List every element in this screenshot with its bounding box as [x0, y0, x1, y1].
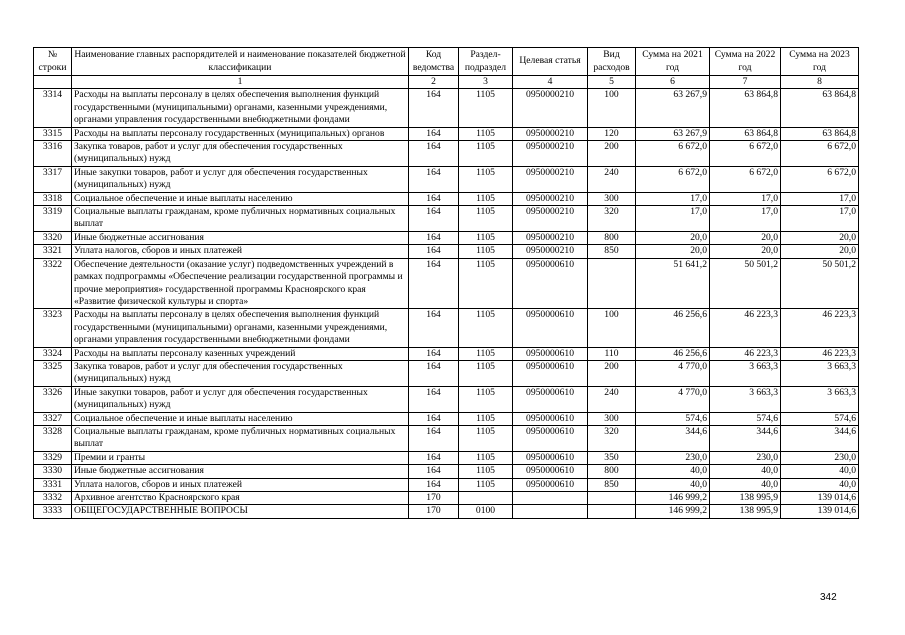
row-sum-2023: 139 014,6	[781, 492, 859, 505]
row-number: 3323	[34, 309, 72, 347]
row-sum-2022: 17,0	[710, 206, 781, 232]
row-target-code: 0950000610	[513, 258, 588, 309]
row-dept-code: 164	[409, 412, 459, 425]
row-name: Архивное агентство Красноярского края	[72, 492, 409, 505]
row-number: 3320	[34, 231, 72, 244]
row-target-code: 0950000610	[513, 347, 588, 360]
row-target-code: 0950000610	[513, 478, 588, 491]
row-section-code: 1105	[459, 231, 513, 244]
row-sum-2021: 344,6	[636, 425, 710, 451]
row-target-code: 0950000210	[513, 89, 588, 127]
row-dept-code: 164	[409, 465, 459, 478]
row-dept-code: 164	[409, 309, 459, 347]
row-section-code: 1105	[459, 360, 513, 386]
row-target-code: 0950000210	[513, 206, 588, 232]
col-header-row-no: № строки	[34, 48, 72, 76]
row-dept-code: 164	[409, 258, 459, 309]
row-sum-2021: 574,6	[636, 412, 710, 425]
row-sum-2023: 3 663,3	[781, 386, 859, 412]
row-expense-type: 300	[588, 192, 636, 205]
row-name: Иные бюджетные ассигнования	[72, 231, 409, 244]
row-number: 3331	[34, 478, 72, 491]
row-sum-2022: 40,0	[710, 465, 781, 478]
table-row	[34, 505, 859, 518]
table-row	[34, 245, 859, 258]
row-dept-code: 170	[409, 505, 459, 518]
row-sum-2023: 6 672,0	[781, 141, 859, 167]
row-expense-type: 240	[588, 386, 636, 412]
row-dept-code: 164	[409, 478, 459, 491]
row-sum-2022: 230,0	[710, 451, 781, 464]
row-sum-2021: 51 641,2	[636, 258, 710, 309]
row-dept-code: 164	[409, 166, 459, 192]
header-row	[34, 48, 859, 76]
row-section-code: 1105	[459, 166, 513, 192]
table-row	[34, 386, 859, 412]
row-name: Расходы на выплаты персоналу государственных (муниципальных) органов	[72, 127, 409, 140]
row-sum-2023: 17,0	[781, 192, 859, 205]
page-number: 342	[820, 592, 837, 603]
row-name: Уплата налогов, сборов и иных платежей	[72, 478, 409, 491]
row-section-code: 1105	[459, 386, 513, 412]
row-sum-2021: 20,0	[636, 231, 710, 244]
column-number: 4	[513, 76, 588, 89]
row-sum-2023: 20,0	[781, 245, 859, 258]
col-header-name: Наименование главных распорядителей и наименование показателей бюджетной классификации	[72, 48, 409, 76]
row-number: 3319	[34, 206, 72, 232]
col-header-sum-2023: Сумма на 2023 год	[781, 48, 859, 76]
row-dept-code: 164	[409, 360, 459, 386]
row-sum-2022: 63 864,8	[710, 89, 781, 127]
row-sum-2021: 4 770,0	[636, 386, 710, 412]
row-sum-2021: 6 672,0	[636, 141, 710, 167]
row-expense-type: 850	[588, 245, 636, 258]
row-section-code: 1105	[459, 465, 513, 478]
row-section-code: 1105	[459, 478, 513, 491]
row-sum-2023: 6 672,0	[781, 166, 859, 192]
column-number-row	[34, 76, 859, 89]
row-target-code: 0950000210	[513, 231, 588, 244]
row-sum-2023: 344,6	[781, 425, 859, 451]
table-row	[34, 231, 859, 244]
row-expense-type: 300	[588, 412, 636, 425]
row-name: Расходы на выплаты персоналу казенных учреждений	[72, 347, 409, 360]
row-sum-2021: 20,0	[636, 245, 710, 258]
row-name: Социальное обеспечение и иные выплаты населению	[72, 192, 409, 205]
table-row	[34, 206, 859, 232]
row-expense-type: 200	[588, 141, 636, 167]
row-expense-type: 240	[588, 166, 636, 192]
row-dept-code: 164	[409, 425, 459, 451]
row-section-code: 1105	[459, 245, 513, 258]
row-expense-type: 110	[588, 347, 636, 360]
col-header-sum-2021: Сумма на 2021 год	[636, 48, 710, 76]
row-dept-code: 164	[409, 231, 459, 244]
row-sum-2021: 17,0	[636, 192, 710, 205]
row-sum-2023: 63 864,8	[781, 89, 859, 127]
row-number: 3316	[34, 141, 72, 167]
column-number: 1	[72, 76, 409, 89]
row-sum-2023: 46 223,3	[781, 347, 859, 360]
row-sum-2021: 40,0	[636, 465, 710, 478]
table-row	[34, 360, 859, 386]
row-section-code: 1105	[459, 412, 513, 425]
row-sum-2023: 50 501,2	[781, 258, 859, 309]
row-section-code: 0100	[459, 505, 513, 518]
row-sum-2022: 20,0	[710, 231, 781, 244]
table-row	[34, 141, 859, 167]
row-target-code: 0950000210	[513, 166, 588, 192]
row-section-code: 1105	[459, 347, 513, 360]
row-expense-type: 350	[588, 451, 636, 464]
row-target-code: 0950000610	[513, 451, 588, 464]
row-target-code	[513, 492, 588, 505]
row-target-code: 0950000610	[513, 360, 588, 386]
row-expense-type: 800	[588, 465, 636, 478]
row-section-code: 1105	[459, 127, 513, 140]
col-header-exp-type: Вид расходов	[588, 48, 636, 76]
row-sum-2022: 20,0	[710, 245, 781, 258]
row-sum-2021: 4 770,0	[636, 360, 710, 386]
row-sum-2022: 138 995,9	[710, 505, 781, 518]
row-section-code: 1105	[459, 258, 513, 309]
column-number: 8	[781, 76, 859, 89]
budget-table	[33, 47, 859, 519]
row-target-code: 0950000610	[513, 465, 588, 478]
row-number: 3321	[34, 245, 72, 258]
row-name: Социальное обеспечение и иные выплаты населению	[72, 412, 409, 425]
row-number: 3324	[34, 347, 72, 360]
table-row	[34, 347, 859, 360]
row-sum-2021: 63 267,9	[636, 89, 710, 127]
table-row	[34, 192, 859, 205]
column-number: 6	[636, 76, 710, 89]
row-expense-type: 120	[588, 127, 636, 140]
row-sum-2022: 138 995,9	[710, 492, 781, 505]
row-number: 3328	[34, 425, 72, 451]
table-row	[34, 492, 859, 505]
row-name: Иные бюджетные ассигнования	[72, 465, 409, 478]
row-sum-2022: 574,6	[710, 412, 781, 425]
table-row	[34, 451, 859, 464]
row-sum-2022: 46 223,3	[710, 347, 781, 360]
col-header-dept: Код ведомства	[409, 48, 459, 76]
row-expense-type: 100	[588, 309, 636, 347]
row-expense-type: 100	[588, 89, 636, 127]
row-sum-2021: 40,0	[636, 478, 710, 491]
row-name: ОБЩЕГОСУДАРСТВЕННЫЕ ВОПРОСЫ	[72, 505, 409, 518]
row-name: Иные закупки товаров, работ и услуг для обеспечения государственных (муниципальных) нужд	[72, 166, 409, 192]
row-number: 3325	[34, 360, 72, 386]
table-row	[34, 412, 859, 425]
row-sum-2021: 46 256,6	[636, 347, 710, 360]
row-sum-2022: 344,6	[710, 425, 781, 451]
row-target-code: 0950000210	[513, 141, 588, 167]
row-name: Социальные выплаты гражданам, кроме публичных нормативных социальных выплат	[72, 206, 409, 232]
row-sum-2023: 3 663,3	[781, 360, 859, 386]
row-name: Социальные выплаты гражданам, кроме публичных нормативных социальных выплат	[72, 425, 409, 451]
row-sum-2022: 3 663,3	[710, 360, 781, 386]
row-dept-code: 164	[409, 451, 459, 464]
row-sum-2021: 17,0	[636, 206, 710, 232]
table-row	[34, 478, 859, 491]
row-sum-2021: 146 999,2	[636, 505, 710, 518]
row-number: 3326	[34, 386, 72, 412]
row-number: 3332	[34, 492, 72, 505]
row-number: 3318	[34, 192, 72, 205]
row-sum-2023: 139 014,6	[781, 505, 859, 518]
table-row	[34, 258, 859, 309]
col-header-section: Раздел-подраздел	[459, 48, 513, 76]
table-row	[34, 127, 859, 140]
row-sum-2021: 63 267,9	[636, 127, 710, 140]
row-number: 3314	[34, 89, 72, 127]
row-number: 3327	[34, 412, 72, 425]
row-sum-2021: 230,0	[636, 451, 710, 464]
row-sum-2023: 574,6	[781, 412, 859, 425]
row-dept-code: 164	[409, 127, 459, 140]
row-target-code: 0950000610	[513, 309, 588, 347]
row-section-code: 1105	[459, 192, 513, 205]
column-number: 5	[588, 76, 636, 89]
row-expense-type: 800	[588, 231, 636, 244]
row-name: Закупка товаров, работ и услуг для обеспечения государственных (муниципальных) нужд	[72, 141, 409, 167]
table-row	[34, 89, 859, 127]
row-sum-2022: 6 672,0	[710, 141, 781, 167]
row-sum-2022: 17,0	[710, 192, 781, 205]
table-row	[34, 425, 859, 451]
row-section-code: 1105	[459, 89, 513, 127]
table-row	[34, 166, 859, 192]
row-name: Иные закупки товаров, работ и услуг для обеспечения государственных (муниципальных) нужд	[72, 386, 409, 412]
row-expense-type	[588, 492, 636, 505]
row-target-code: 0950000210	[513, 245, 588, 258]
row-name: Обеспечение деятельности (оказание услуг) подведомственных учреждений в рамках подпрограммы «Обеспечение реализации государственной программы и прочие мероприятия» государственной программы Красноярского края «Развитие физической культуры и спорта»	[72, 258, 409, 309]
row-number: 3330	[34, 465, 72, 478]
col-header-target: Целевая статья	[513, 48, 588, 76]
row-sum-2023: 20,0	[781, 231, 859, 244]
row-expense-type: 850	[588, 478, 636, 491]
row-sum-2023: 40,0	[781, 478, 859, 491]
row-sum-2022: 3 663,3	[710, 386, 781, 412]
table-row	[34, 309, 859, 347]
row-expense-type: 320	[588, 425, 636, 451]
row-sum-2022: 6 672,0	[710, 166, 781, 192]
row-dept-code: 164	[409, 386, 459, 412]
row-target-code	[513, 505, 588, 518]
row-sum-2023: 40,0	[781, 465, 859, 478]
row-sum-2022: 40,0	[710, 478, 781, 491]
row-dept-code: 164	[409, 89, 459, 127]
row-number: 3333	[34, 505, 72, 518]
row-target-code: 0950000210	[513, 127, 588, 140]
row-dept-code: 164	[409, 347, 459, 360]
row-dept-code: 164	[409, 141, 459, 167]
row-number: 3317	[34, 166, 72, 192]
row-sum-2021: 6 672,0	[636, 166, 710, 192]
row-sum-2023: 46 223,3	[781, 309, 859, 347]
row-sum-2023: 17,0	[781, 206, 859, 232]
column-number: 7	[710, 76, 781, 89]
row-sum-2023: 63 864,8	[781, 127, 859, 140]
row-sum-2021: 46 256,6	[636, 309, 710, 347]
row-target-code: 0950000610	[513, 412, 588, 425]
row-target-code: 0950000610	[513, 386, 588, 412]
table-row	[34, 465, 859, 478]
row-sum-2023: 230,0	[781, 451, 859, 464]
row-section-code: 1105	[459, 425, 513, 451]
row-name: Уплата налогов, сборов и иных платежей	[72, 245, 409, 258]
row-dept-code: 170	[409, 492, 459, 505]
column-number: 2	[409, 76, 459, 89]
row-sum-2022: 46 223,3	[710, 309, 781, 347]
row-section-code: 1105	[459, 206, 513, 232]
row-number: 3315	[34, 127, 72, 140]
row-number: 3329	[34, 451, 72, 464]
row-target-code: 0950000210	[513, 192, 588, 205]
row-sum-2021: 146 999,2	[636, 492, 710, 505]
row-section-code: 1105	[459, 141, 513, 167]
row-section-code: 1105	[459, 309, 513, 347]
row-dept-code: 164	[409, 206, 459, 232]
row-name: Расходы на выплаты персоналу в целях обеспечения выполнения функций государственными (муниципальными) органами, казенными учреждениями, органами управления государственными внебюджетными фондами	[72, 309, 409, 347]
row-expense-type: 200	[588, 360, 636, 386]
row-name: Премии и гранты	[72, 451, 409, 464]
row-sum-2022: 50 501,2	[710, 258, 781, 309]
row-expense-type	[588, 258, 636, 309]
row-sum-2022: 63 864,8	[710, 127, 781, 140]
row-section-code: 1105	[459, 451, 513, 464]
row-name: Закупка товаров, работ и услуг для обеспечения государственных (муниципальных) нужд	[72, 360, 409, 386]
row-expense-type	[588, 505, 636, 518]
row-dept-code: 164	[409, 192, 459, 205]
col-header-sum-2022: Сумма на 2022 год	[710, 48, 781, 76]
row-expense-type: 320	[588, 206, 636, 232]
row-number: 3322	[34, 258, 72, 309]
row-target-code: 0950000610	[513, 425, 588, 451]
row-name: Расходы на выплаты персоналу в целях обеспечения выполнения функций государственными (муниципальными) органами, казенными учреждениями, органами управления государственными внебюджетными фондами	[72, 89, 409, 127]
column-number: 3	[459, 76, 513, 89]
row-dept-code: 164	[409, 245, 459, 258]
row-section-code	[459, 492, 513, 505]
